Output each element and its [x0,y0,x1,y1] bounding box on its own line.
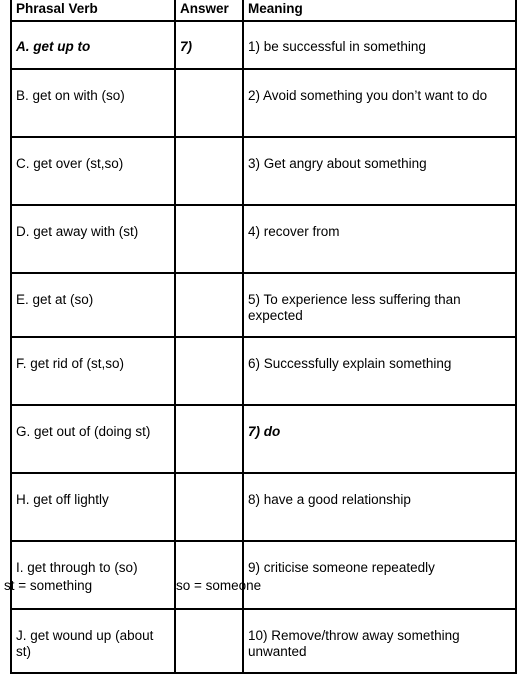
answer-cell[interactable] [175,473,243,541]
table-row [11,273,516,337]
meaning-cell: 2) Avoid something you don’t want to do [243,69,516,137]
table-row [11,21,516,69]
meaning-cell: 8) have a good relationship [243,473,516,541]
meaning-cell: 5) To experience less suffering than expected [243,273,516,337]
abbreviation-key-so: so = someone [176,578,262,593]
header-meaning: Meaning [243,0,516,21]
phrasal-verb-cell: D. get away with (st) [11,205,175,273]
phrasal-verb-cell: A. get up to [11,21,175,69]
phrasal-verb-cell: E. get at (so) [11,273,175,337]
meaning-cell: 10) Remove/throw away something unwanted [243,609,516,673]
phrasal-verb-cell: F. get rid of (st,so) [11,337,175,405]
table-header-row [11,0,516,21]
table-row [11,337,516,405]
answer-cell[interactable]: 7) [175,21,243,69]
table-row [11,473,516,541]
phrasal-verb-cell: B. get on with (so) [11,69,175,137]
phrasal-verb-cell: H. get off lightly [11,473,175,541]
answer-cell[interactable] [175,541,243,609]
table-row [11,137,516,205]
meaning-cell: 9) criticise someone repeatedly [243,541,516,609]
answer-cell[interactable] [175,273,243,337]
answer-cell[interactable] [175,405,243,473]
table-row [11,405,516,473]
meaning-cell: 4) recover from [243,205,516,273]
table-row [11,609,516,673]
phrasal-verb-cell: J. get wound up (about st) [11,609,175,673]
phrasal-verb-cell: C. get over (st,so) [11,137,175,205]
meaning-cell: 3) Get angry about something [243,137,516,205]
phrasal-verb-table [10,0,517,674]
header-answer: Answer [175,0,243,21]
answer-cell[interactable] [175,609,243,673]
phrasal-verb-cell: G. get out of (doing st) [11,405,175,473]
meaning-cell: 7) do [243,405,516,473]
answer-cell[interactable] [175,205,243,273]
table-row [11,205,516,273]
answer-cell[interactable] [175,69,243,137]
meaning-cell: 6) Successfully explain something [243,337,516,405]
header-phrasal-verb: Phrasal Verb [11,0,175,21]
table-row [11,69,516,137]
answer-cell[interactable] [175,137,243,205]
table-row [11,541,516,609]
meaning-cell: 1) be successful in something [243,21,516,69]
phrasal-verb-cell: I. get through to (so) [11,541,175,609]
abbreviation-key-st: st = something [4,578,93,593]
answer-cell[interactable] [175,337,243,405]
